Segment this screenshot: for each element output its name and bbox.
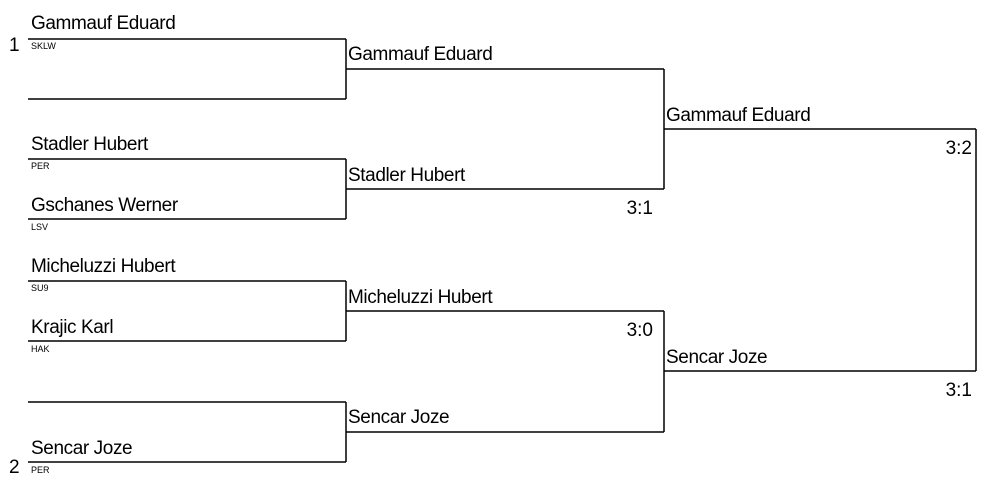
- seed-number: 2: [9, 457, 20, 478]
- player-name: Gammauf Eduard: [31, 13, 176, 34]
- player-name: Micheluzzi Hubert: [31, 256, 176, 277]
- seed-number: 1: [9, 35, 20, 56]
- player-name: Sencar Joze: [31, 438, 133, 459]
- player-club: HAK: [31, 344, 50, 354]
- player-name: Gschanes Werner: [31, 195, 178, 216]
- player-club: PER: [31, 161, 50, 171]
- winner-name: Gammauf Eduard: [666, 105, 811, 126]
- winner-name: Sencar Joze: [348, 407, 450, 428]
- match-score: 3:0: [626, 320, 653, 341]
- match-score: 3:1: [945, 380, 972, 401]
- player-name: Stadler Hubert: [31, 134, 148, 155]
- player-club: SKLW: [31, 41, 56, 51]
- player-name: Krajic Karl: [31, 317, 114, 338]
- match-score: 3:1: [626, 198, 653, 219]
- player-club: SU9: [31, 283, 49, 293]
- winner-name: Stadler Hubert: [348, 165, 465, 186]
- player-club: LSV: [31, 222, 49, 232]
- winner-name: Gammauf Eduard: [348, 44, 493, 65]
- winner-name: Micheluzzi Hubert: [348, 287, 493, 308]
- winner-name: Sencar Joze: [666, 347, 768, 368]
- player-club: PER: [31, 465, 50, 475]
- match-score: 3:2: [945, 138, 972, 159]
